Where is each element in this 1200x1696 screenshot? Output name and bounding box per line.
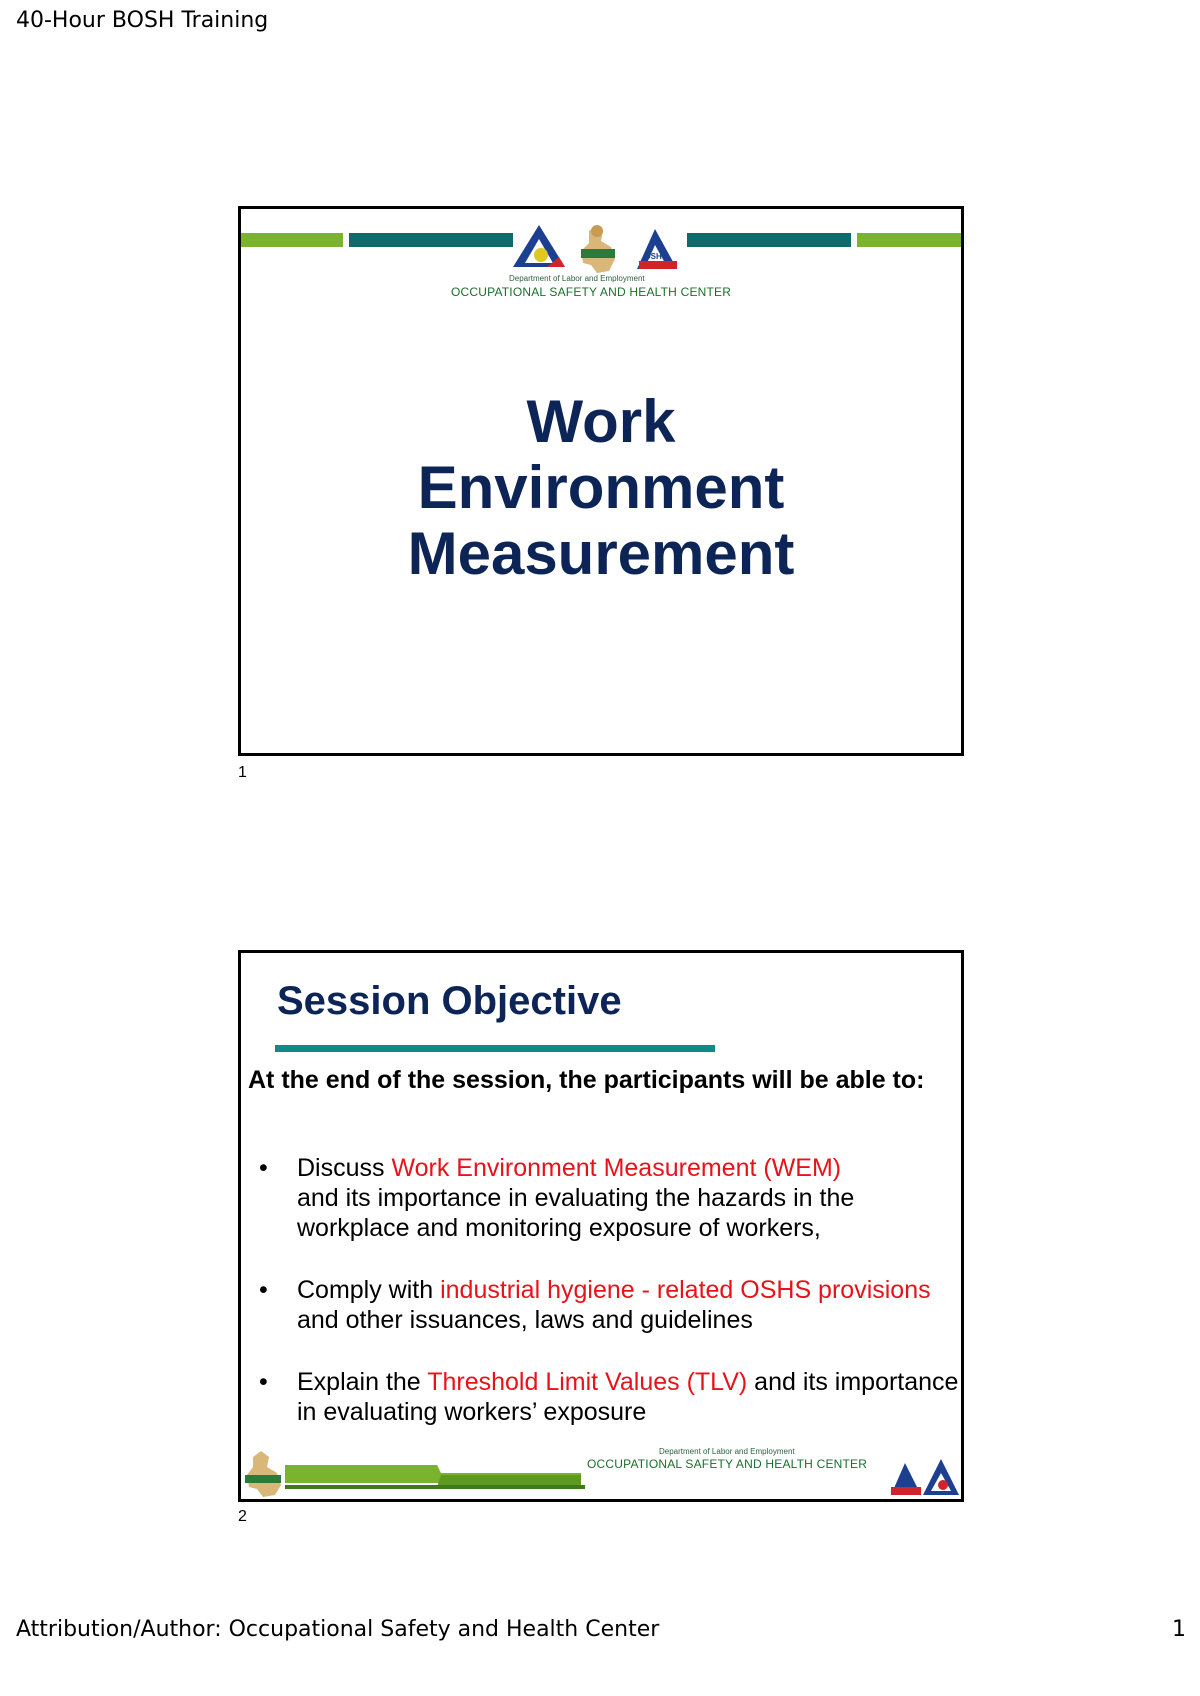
- highlight-text: Work Environment Measurement (WEM): [391, 1154, 842, 1182]
- teal-bar: [687, 233, 851, 247]
- bullet-text: Discuss: [297, 1154, 392, 1182]
- bullet-text: Comply with: [297, 1276, 441, 1304]
- oshc-logo-icon: [637, 229, 677, 269]
- title-line: Work: [526, 388, 676, 455]
- list-item: [259, 1275, 959, 1335]
- intro-text: At the end of the session, the participants will be able to:: [248, 1066, 925, 1094]
- philippine-map-icon: [581, 225, 615, 273]
- center-label: OCCUPATIONAL SAFETY AND HEALTH CENTER: [451, 285, 732, 299]
- slide-1: [238, 206, 964, 756]
- highlight-text: industrial hygiene - related OSHS provisions: [440, 1276, 931, 1304]
- bullet-text: Explain the: [297, 1368, 428, 1396]
- slide-number: 1: [238, 764, 247, 781]
- page-header: 40-Hour BOSH Training: [16, 8, 269, 33]
- dole-logo-icon: [923, 1459, 959, 1495]
- title-line: Environment: [417, 454, 785, 521]
- bullet-icon: •: [259, 1154, 268, 1182]
- dole-logo-icon: [513, 225, 565, 267]
- slide-2: [238, 950, 964, 1502]
- highlight-text: Threshold Limit Values (TLV): [427, 1368, 748, 1396]
- objectives-list: [259, 1153, 959, 1459]
- slide-title: [241, 389, 961, 587]
- green-bar: [857, 233, 961, 247]
- page-number: 1: [1172, 1617, 1186, 1642]
- agency-logos: [511, 221, 691, 277]
- bullet-icon: •: [259, 1276, 268, 1304]
- page-footer: Attribution/Author: Occupational Safety and Health Center: [16, 1617, 660, 1642]
- slide-title: Session Objective: [277, 979, 622, 1023]
- slide-number: 2: [238, 1508, 247, 1525]
- bullet-text: and its importance in evaluating the hazards in the workplace and monitoring exposure of workers,: [297, 1184, 855, 1242]
- bullet-text: and other issuances, laws and guidelines: [297, 1306, 753, 1334]
- title-underline: [275, 1045, 715, 1052]
- department-label: Department of Labor and Employment: [509, 274, 645, 283]
- department-label: Department of Labor and Employment: [659, 1447, 795, 1456]
- slide-footer-banner: [241, 1445, 961, 1499]
- title-line: Measurement: [407, 520, 795, 587]
- oshc-logo-icon: [891, 1463, 921, 1495]
- list-item: [259, 1367, 959, 1427]
- teal-bar: [349, 233, 513, 247]
- list-item: [259, 1153, 959, 1243]
- center-label: OCCUPATIONAL SAFETY AND HEALTH CENTER: [587, 1457, 868, 1471]
- green-bar: [241, 233, 343, 247]
- bullet-text: and its importance in evaluating workers’ exposure: [297, 1368, 959, 1426]
- bullet-icon: •: [259, 1368, 268, 1396]
- svg-text:OSHC: OSHC: [644, 252, 668, 261]
- philippine-map-icon: [245, 1451, 281, 1497]
